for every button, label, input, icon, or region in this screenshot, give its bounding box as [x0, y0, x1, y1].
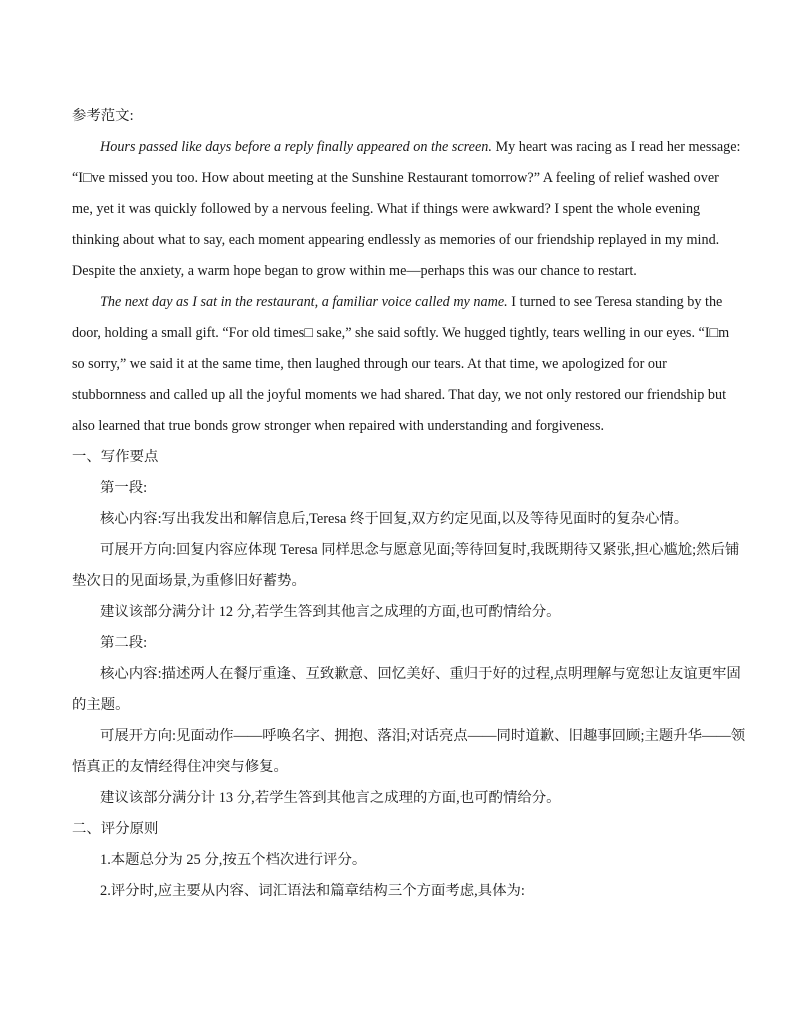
paragraph-2-core-content-line-1: 核心内容:描述两人在餐厅重逢、互致歉意、回忆美好、重归于好的过程,点明理解与宽恕让友谊更牢固 [100, 666, 741, 682]
writing-points-section [72, 442, 746, 814]
paragraph-1-score-note: 建议该部分满分计 12 分,若学生答到其他言之成理的方面,也可酌情给分。 [100, 604, 561, 620]
essay-p1-line-3: me, yet it was quickly followed by a nervous feeling. What if things were awkward? I spent the whole evening [72, 201, 701, 217]
essay-p1-line-1 [72, 132, 741, 163]
essay-p1-line-4: thinking about what to say, each moment appearing endlessly as memories of our friendship replayed in my mind. [72, 232, 720, 248]
essay-p1-opening-sentence: Hours passed like days before a reply finally appeared on the screen. [100, 139, 492, 155]
scoring-item-1: 1.本题总分为 25 分,按五个档次进行评分。 [100, 852, 367, 868]
paragraph-2-expansion-line-2: 悟真正的友情经得住冲突与修复。 [72, 759, 288, 775]
essay-p2-line-3: so sorry,” we said it at the same time, then laughed through our tears. At that time, we apologized for our [72, 356, 667, 372]
essay-p2-line-4: stubbornness and called up all the joyful moments we had shared. That day, we not only restored our friendship but [72, 387, 727, 403]
paragraph-2-score-note: 建议该部分满分计 13 分,若学生答到其他言之成理的方面,也可酌情给分。 [100, 790, 561, 806]
paragraph-2-label: 第二段: [100, 635, 148, 651]
section-2-heading: 二、评分原则 [72, 821, 159, 837]
essay-p1-line-1-rest: My heart was racing as I read her message: [491, 139, 741, 155]
essay-p1-line-5: Despite the anxiety, a warm hope began to grow within me—perhaps this was our chance to restart. [72, 263, 637, 279]
paragraph-2-expansion-line-1: 可展开方向:见面动作——呼唤名字、拥抱、落泪;对话亮点——同时道歉、旧趣事回顾;主题升华——领 [100, 728, 746, 744]
paragraph-1-expansion-line-1: 可展开方向:回复内容应体现 Teresa 同样思念与愿意见面;等待回复时,我既期待又紧张,担心尴尬;然后铺 [100, 542, 740, 558]
model-essay [72, 132, 741, 442]
essay-p2-opening-sentence: The next day as I sat in the restaurant, a familiar voice called my name. [100, 294, 508, 310]
section-1-heading: 一、写作要点 [72, 449, 159, 465]
paragraph-1-core-content: 核心内容:写出我发出和解信息后,Teresa 终于回复,双方约定见面,以及等待见面时的复杂心情。 [100, 511, 689, 527]
scoring-principles-section [72, 814, 730, 907]
document-body [72, 101, 746, 907]
essay-p2-line-2: door, holding a small gift. “For old times□ sake,” she said softly. We hugged tightly, tears welling in our eyes. “I□m [72, 325, 730, 341]
essay-p1-line-2: “I□ve missed you too. How about meeting at the Sunshine Restaurant tomorrow?” A feeling of relief washed over [72, 170, 719, 186]
paragraph-2-core-content-line-2: 的主题。 [72, 697, 130, 713]
scoring-item-2: 2.评分时,应主要从内容、词汇语法和篇章结构三个方面考虑,具体为: [100, 883, 525, 899]
essay-p2-line-1 [72, 287, 730, 318]
paragraph-1-label: 第一段: [100, 480, 148, 496]
essay-p2-line-5: also learned that true bonds grow stronger when repaired with understanding and forgiveness. [72, 418, 605, 434]
reference-label: 参考范文: [72, 108, 134, 124]
essay-p2-line-1-rest: I turned to see Teresa standing by the [507, 294, 723, 310]
paragraph-1-expansion-line-2: 垫次日的见面场景,为重修旧好蓄势。 [72, 573, 306, 589]
